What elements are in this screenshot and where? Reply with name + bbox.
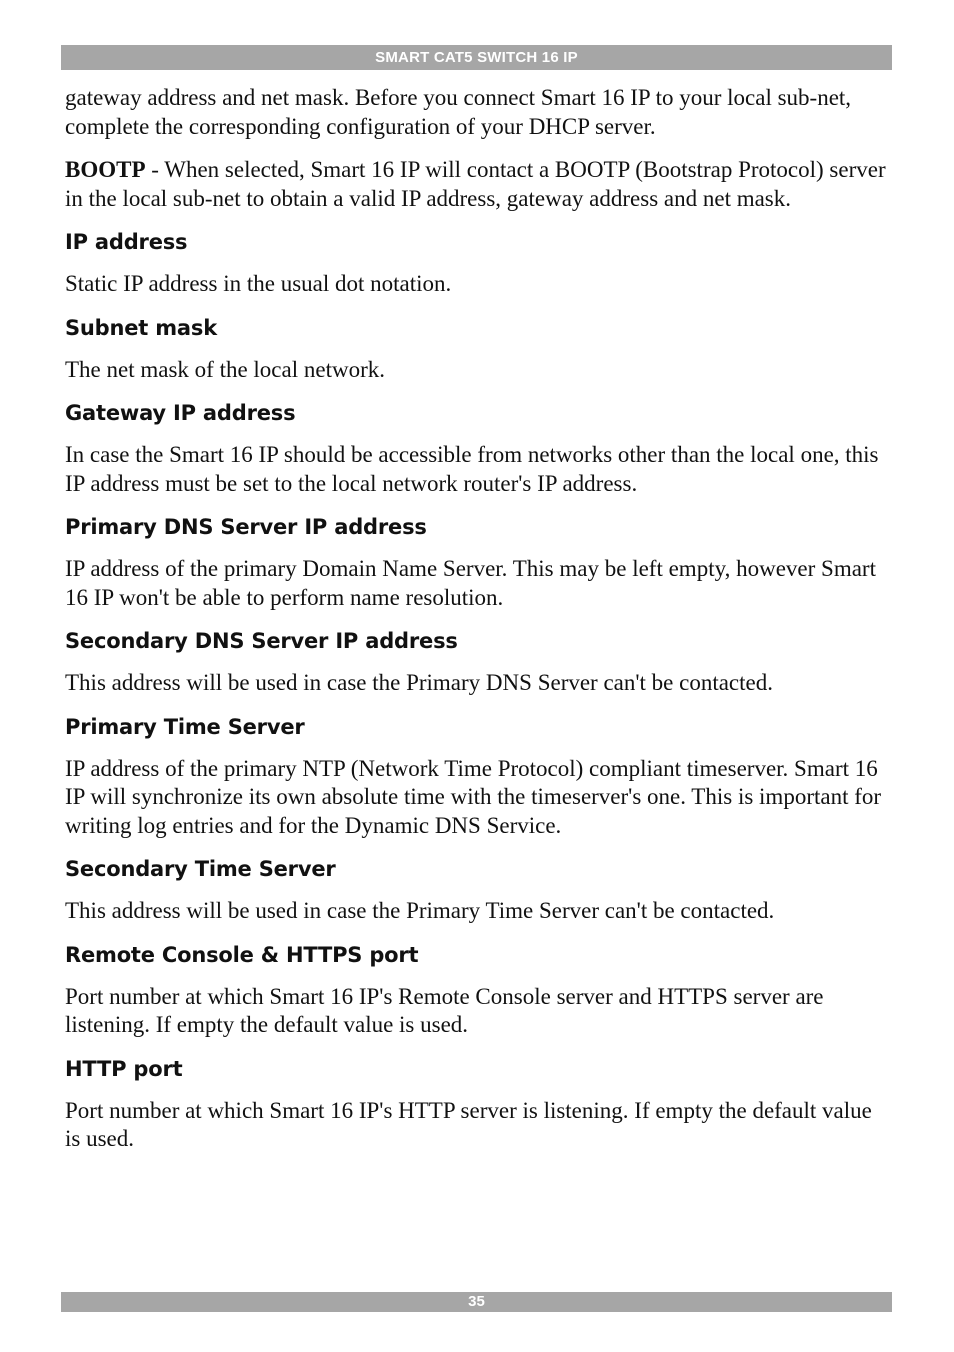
intro-paragraph: gateway address and net mask. Before you connect Smart 16 IP to your local sub-net, complete the corresponding configuration of your DHCP server.	[65, 85, 852, 139]
section-heading-primary-time-server: Primary Time Server	[65, 714, 305, 739]
section-body-remote-console-port: Port number at which Smart 16 IP's Remote Console server and HTTPS server are listening. If empty the default value is used.	[65, 983, 824, 1037]
section-heading-primary-dns: Primary DNS Server IP address	[65, 515, 427, 539]
section-heading-http-port: HTTP port	[65, 1056, 183, 1081]
section-heading-subnet-mask: Subnet mask	[65, 315, 217, 340]
section-heading-secondary-dns: Secondary DNS Server IP address	[65, 629, 458, 653]
page-header: SMART CAT5 SWITCH 16 IP	[61, 45, 892, 70]
section-body-secondary-time-server: This address will be used in case the Primary Time Server can't be contacted.	[65, 898, 775, 923]
section-body-subnet-mask: The net mask of the local network.	[65, 356, 385, 382]
section-heading-gateway-ip: Gateway IP address	[65, 401, 296, 425]
section-body-http-port: Port number at which Smart 16 IP's HTTP server is listening. If empty the default value is used.	[65, 1097, 872, 1151]
section-heading-ip-address: IP address	[65, 230, 188, 254]
section-heading-remote-console-port: Remote Console & HTTPS port	[65, 942, 419, 967]
section-body-gateway-ip: In case the Smart 16 IP should be accessible from networks other than the local one, this IP address must be set to the local network router's IP address.	[65, 442, 879, 496]
page-number: 35	[468, 1293, 485, 1310]
bootp-term: BOOTP	[65, 157, 146, 182]
page-footer	[61, 1292, 892, 1312]
section-body-primary-dns: IP address of the primary Domain Name Server. This may be left empty, however Smart 16 IP won't be able to perform name resolution.	[65, 556, 876, 610]
bootp-description: - When selected, Smart 16 IP will contact a BOOTP (Bootstrap Protocol) server in the local sub-net to obtain a valid IP address, gateway address and net mask.	[65, 157, 886, 211]
section-heading-secondary-time-server: Secondary Time Server	[65, 857, 336, 881]
section-body-primary-time-server: IP address of the primary NTP (Network Time Protocol) compliant timeserver. Smart 16 IP will synchronize its own absolute time with the timeserver's one. This is important for writing log entries and for the Dynamic DNS Service.	[65, 755, 882, 838]
bootp-paragraph	[65, 156, 891, 213]
section-body-secondary-dns: This address will be used in case the Primary DNS Server can't be contacted.	[65, 670, 773, 695]
page-content	[65, 84, 891, 1169]
section-body-ip-address: Static IP address in the usual dot notation.	[65, 271, 452, 296]
